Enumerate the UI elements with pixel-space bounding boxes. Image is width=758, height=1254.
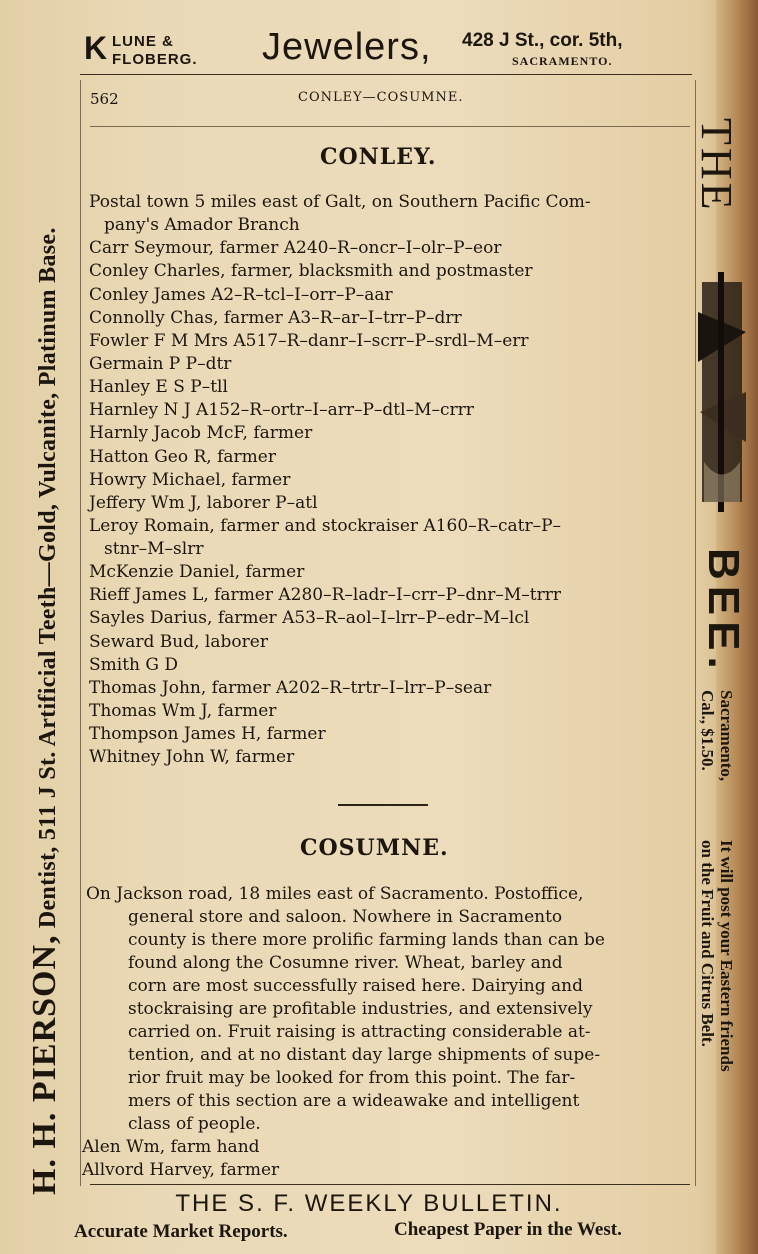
- cosumne-paragraph-line: found along the Cosumne river. Wheat, barley and: [128, 953, 563, 973]
- conley-line: stnr–M–slrr: [104, 539, 204, 559]
- cosumne-paragraph-line: mers of this section are a wideawake and intelligent: [128, 1091, 580, 1111]
- left-margin-advertisement: [26, 227, 64, 1195]
- cosumne-paragraph-line: stockraising are profitable industries, and extensively: [128, 999, 593, 1019]
- cosumne-heading: COSUMNE.: [300, 835, 449, 861]
- cosumne-paragraph-line: corn are most successfully raised here. Dairying and: [128, 976, 583, 996]
- conley-line: McKenzie Daniel, farmer: [89, 562, 305, 582]
- conley-line: Thomas John, farmer A202–R–trtr–I–lrr–P–sear: [89, 678, 492, 698]
- conley-line: Germain P P–dtr: [89, 354, 232, 374]
- conley-heading: CONLEY.: [320, 144, 437, 170]
- conley-line: Whitney John W, farmer: [89, 747, 295, 767]
- conley-line: Postal town 5 miles east of Galt, on Southern Pacific Com-: [89, 192, 591, 212]
- bee-promo-line2: on the Fruit and Citrus Belt.: [698, 840, 717, 1047]
- cosumne-paragraph-line: general store and saloon. Nowhere in Sacramento: [128, 907, 563, 927]
- section-divider: [338, 804, 428, 806]
- conley-line: Connolly Chas, farmer A3–R–ar–I–trr–P–drr: [89, 308, 462, 328]
- conley-line: Conley James A2–R–tcl–I–orr–P–aar: [89, 285, 393, 305]
- conley-line: Jeffery Wm J, laborer P–atl: [89, 493, 318, 513]
- cosumne-paragraph-line: county is there more prolific farming lands than can be: [128, 930, 605, 950]
- bee-promo-line1: It will post your Eastern friends: [717, 840, 736, 1072]
- cosumne-paragraph-line: tention, and at no distant day large shipments of supe-: [128, 1045, 601, 1065]
- header-rule: [80, 74, 692, 75]
- conley-line: Harnly Jacob McF, farmer: [89, 423, 313, 443]
- cosumne-line: Allvord Harvey, farmer: [82, 1160, 280, 1180]
- header-city: SACRAMENTO.: [512, 54, 613, 68]
- bee-title: BEE.: [699, 548, 748, 675]
- bee-the: THE: [692, 118, 741, 213]
- running-head-rule: [90, 126, 690, 127]
- header-klune-top: LUNE &: [112, 33, 174, 50]
- conley-line: Sayles Darius, farmer A53–R–aol–I–lrr–P–edr–M–lcl: [89, 608, 530, 628]
- conley-line: pany's Amador Branch: [104, 215, 300, 235]
- conley-line: Carr Seymour, farmer A240–R–oncr–I–olr–P–eor: [89, 238, 502, 258]
- cosumne-paragraph-line: carried on. Fruit raising is attracting considerable at-: [128, 1022, 591, 1042]
- conley-line: Rieff James L, farmer A280–R–ladr–I–crr–P–dnr–M–trrr: [89, 585, 562, 605]
- conley-line: Howry Michael, farmer: [89, 470, 291, 490]
- conley-line: Fowler F M Mrs A517–R–danr–I–scrr–P–srdl–M–err: [89, 331, 529, 351]
- conley-line: Leroy Romain, farmer and stockraiser A160–R–catr–P–: [89, 516, 562, 536]
- ship-illustration: [696, 272, 748, 512]
- cosumne-paragraph-line: On Jackson road, 18 miles east of Sacramento. Postoffice,: [86, 884, 584, 904]
- footer-rule: [90, 1184, 690, 1185]
- page-number: 562: [90, 90, 119, 108]
- pierson-details: Dentist, 511 J St. Artificial Teeth—Gold, Vulcanite, Platinum Base.: [35, 227, 61, 935]
- conley-line: Seward Bud, laborer: [89, 632, 268, 652]
- conley-line: Thomas Wm J, farmer: [89, 701, 277, 721]
- conley-line: Conley Charles, farmer, blacksmith and postmaster: [89, 261, 533, 281]
- footer-right-text: Cheapest Paper in the West.: [394, 1219, 622, 1240]
- conley-line: Hatton Geo R, farmer: [89, 447, 276, 467]
- conley-line: Harnley N J A152–R–ortr–I–arr–P–dtl–M–crrr: [89, 400, 474, 420]
- footer-left-text: Accurate Market Reports.: [74, 1221, 288, 1242]
- conley-line: Hanley E S P–tll: [89, 377, 228, 397]
- pierson-name: H. H. PIERSON,: [26, 934, 63, 1195]
- cosumne-line: Alen Wm, farm hand: [82, 1137, 260, 1157]
- bee-price-line2: Cal., $1.50.: [698, 690, 717, 771]
- footer-bulletin: THE S. F. WEEKLY BULLETIN.: [175, 1190, 563, 1217]
- header-klune-initial: K: [84, 30, 108, 66]
- bee-price-line1: Sacramento,: [717, 690, 736, 782]
- cosumne-paragraph-line: class of people.: [128, 1114, 261, 1134]
- header-jewelers: Jewelers,: [262, 26, 432, 68]
- conley-line: Thompson James H, farmer: [89, 724, 326, 744]
- running-title: CONLEY—COSUMNE.: [298, 90, 464, 105]
- conley-line: Smith G D: [89, 655, 179, 675]
- cosumne-paragraph-line: rior fruit may be looked for from this point. The far-: [128, 1068, 576, 1088]
- header-klune-bottom: FLOBERG.: [112, 51, 198, 68]
- header-address: 428 J St., cor. 5th,: [462, 30, 623, 51]
